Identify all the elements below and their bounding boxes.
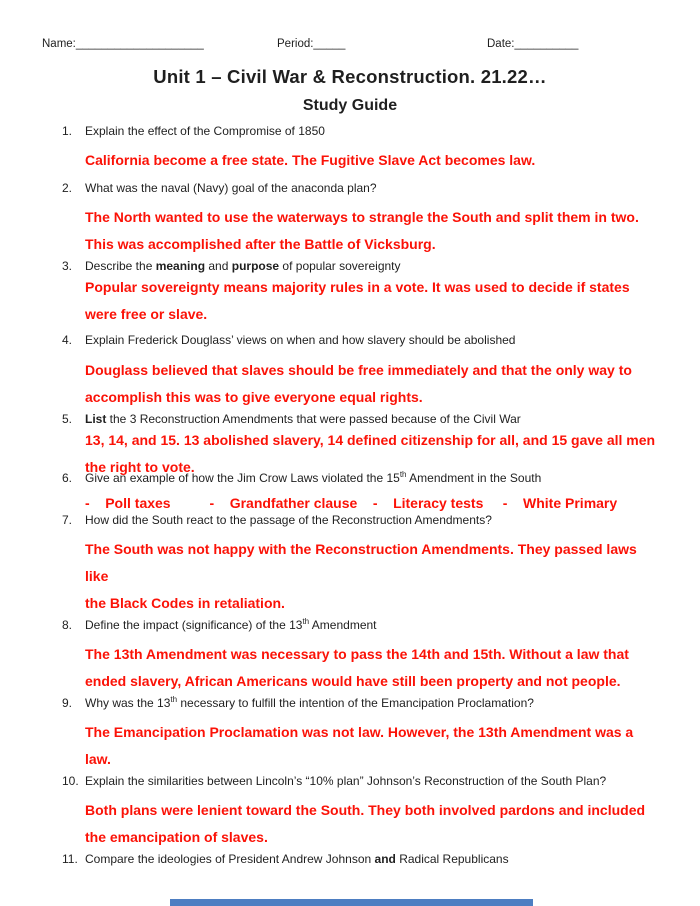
question-number: 2. [62,181,73,195]
question-text: What was the naval (Navy) goal of the anaconda plan? [85,181,377,195]
question-number: 1. [62,124,73,138]
question-line [62,470,664,486]
question-text: Define the impact (significance) of the 13th Amendment [85,617,377,632]
question-item [62,617,664,695]
question-text: Explain Frederick Douglass’ views on when and how slavery should be abolished [85,333,516,347]
question-line [62,332,664,348]
question-line [62,411,664,427]
page-bottom-bar [170,899,533,906]
question-item [62,512,664,617]
question-number: 7. [62,513,73,527]
question-item [62,470,664,517]
question-number: 6. [62,471,73,485]
question-text: List the 3 Reconstruction Amendments that were passed because of the Civil War [85,412,521,426]
period-field: Period:_____ [277,38,346,50]
question-number: 5. [62,412,73,426]
question-line [62,773,664,789]
question-number: 11. [62,852,78,866]
answer-text: The South was not happy with the Reconstruction Amendments. They passed laws like the Black Codes in retaliation. [85,541,641,611]
date-field: Date:__________ [487,38,579,50]
question-item [62,332,664,411]
question-line [62,851,664,867]
question-line [62,258,664,274]
answer-text: - Poll taxes - Grandfather clause - Literacy tests - White Primary [85,495,618,511]
answer-text: The North wanted to use the waterways to strangle the South and split them in two. This was accomplished after the Battle of Vicksburg. [85,209,639,252]
question-item [62,773,664,851]
form-header [0,38,700,56]
question-line [62,695,664,711]
answer-text: Both plans were lenient toward the South. They both involved pardons and included the emancipation of slaves. [85,802,646,845]
question-text: Give an example of how the Jim Crow Laws violated the 15th Amendment in the South [85,470,542,485]
questions-list [62,123,664,867]
question-text: Compare the ideologies of President Andrew Johnson and Radical Republicans [85,852,509,866]
question-text: Describe the meaning and purpose of popular sovereignty [85,259,401,273]
answer-text: Douglass believed that slaves should be free immediately and that the only way to accomplish this was to give everyone equal rights. [85,362,632,405]
answer-text: The Emancipation Proclamation was not law. However, the 13th Amendment was a law. [85,724,634,767]
question-line [62,512,664,528]
question-item [62,180,664,258]
question-line [62,123,664,139]
question-text: Why was the 13th necessary to fulfill the intention of the Emancipation Proclamation? [85,695,534,710]
name-field: Name:____________________ [42,38,204,50]
question-number: 3. [62,259,73,273]
question-number: 10. [62,774,79,788]
page-title: Unit 1 – Civil War & Reconstruction. 21.22… [153,66,547,87]
question-item [62,695,664,773]
question-text: How did the South react to the passage of the Reconstruction Amendments? [85,513,492,527]
question-line [62,617,664,633]
question-item [62,258,664,328]
question-item [62,123,664,174]
question-number: 8. [62,618,73,632]
page-subtitle: Study Guide [302,97,398,114]
question-text: Explain the effect of the Compromise of 1850 [85,124,325,138]
question-line [62,180,664,196]
question-text: Explain the similarities between Lincoln’s “10% plan” Johnson’s Reconstruction of the South Plan? [85,774,607,788]
answer-text: The 13th Amendment was necessary to pass the 14th and 15th. Without a law that ended slavery, African Americans would have still been property and not people. [85,646,629,689]
answer-text: Popular sovereignty means majority rules in a vote. It was used to decide if states were free or slave. [85,279,630,322]
question-number: 9. [62,696,73,710]
answer-text: California become a free state. The Fugitive Slave Act becomes law. [85,152,536,168]
question-number: 4. [62,333,73,347]
question-item [62,851,664,867]
answer-text: 13, 14, and 15. 13 abolished slavery, 14 defined citizenship for all, and 15 gave all men the right to vote. [85,432,656,475]
